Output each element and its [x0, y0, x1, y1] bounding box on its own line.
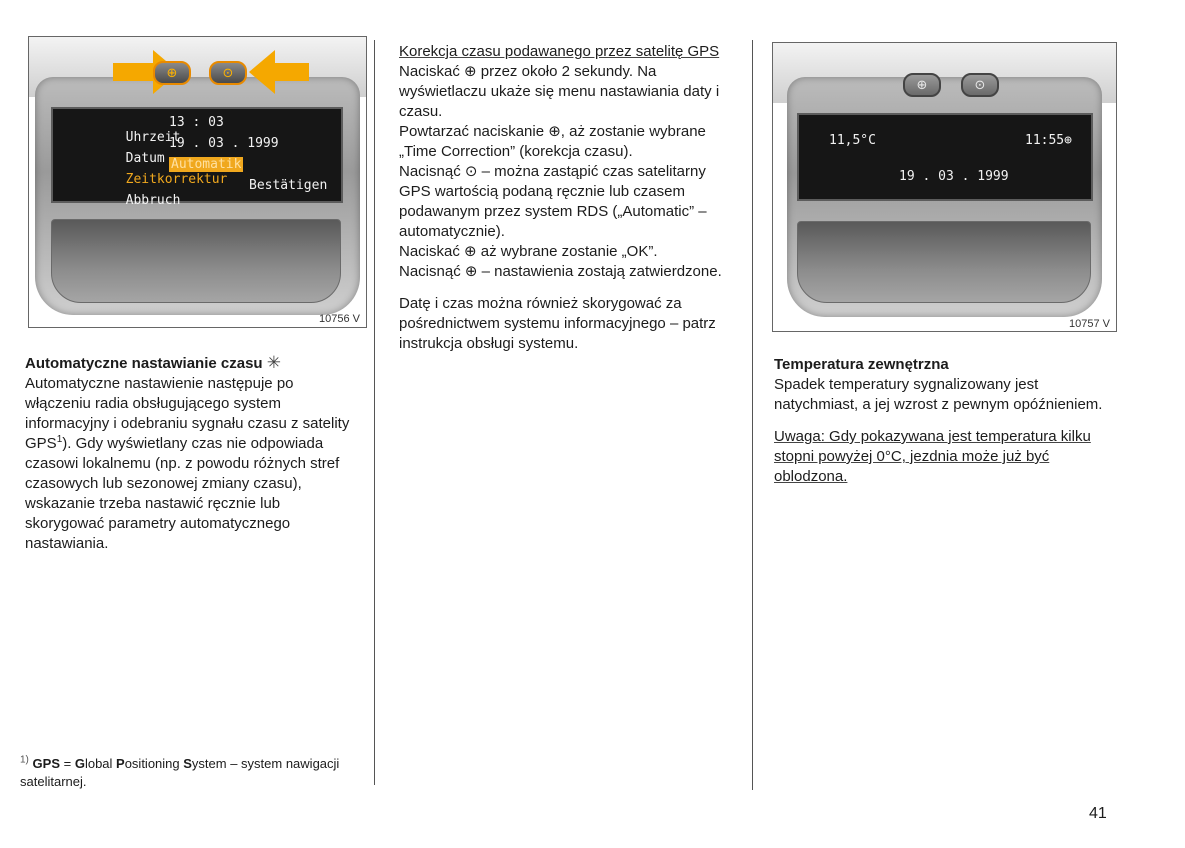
figure-right-frame	[772, 42, 1117, 332]
footnote-term: GPS	[32, 756, 60, 771]
menu-label-cancel: Abbruch	[125, 193, 181, 208]
menu-value-time-correction[interactable]: Automatik	[171, 157, 242, 172]
clock-readout: 11:55⊕	[1025, 133, 1072, 148]
section-gps-correction	[399, 42, 739, 354]
info-screen	[797, 113, 1093, 201]
outside-temperature: 11,5°C	[829, 133, 876, 148]
menu-row-cancel[interactable]	[63, 178, 180, 223]
footnote-s-rest: ystem – system nawigacji satelitarnej.	[20, 756, 340, 789]
lower-panel	[51, 219, 341, 303]
date-readout: 19 . 03 . 1999	[899, 169, 1009, 184]
menu-label-time: Uhrzeit	[125, 130, 181, 145]
footnote-mark: 1)	[20, 754, 29, 766]
menu-label-time-correction: Zeitkorrektur	[125, 172, 228, 187]
step-4: Naciskać ⊕ aż wybrane zostanie „OK”.	[399, 243, 658, 260]
menu-label-date: Datum	[125, 151, 165, 166]
menu-screen	[51, 107, 343, 208]
display-device-right	[773, 43, 1116, 321]
display-device-left	[29, 37, 366, 319]
section-body	[25, 374, 355, 554]
body-text-rest: ). Gdy wyświetlany czas nie odpowiada czasowi lokalnemu (np. z powodu różnych stref czasowych lub sezonowej zmiany czasu), wskazanie trzeba nastawić ręcznie lub skorygować parametry automatycznego nastawiania.	[25, 435, 340, 552]
footnote-g: G	[74, 756, 85, 771]
step-1: Naciskać ⊕ przez około 2 sekundy. Na wyświetlaczu ukaże się menu nastawiania daty i czasu.	[399, 63, 720, 120]
lower-panel	[797, 221, 1091, 303]
clock-button-icon[interactable]: ⊕	[153, 61, 191, 85]
footnote-eq: =	[60, 756, 75, 771]
select-button-icon[interactable]: ⊙	[961, 73, 999, 97]
menu-value-time: 13 : 03	[169, 115, 224, 130]
body-text: Automatyczne nastawienie następuje po włączeniu radia obsługującego system informacyjny i odebraniu sygnału czasu z satelity GPS	[25, 375, 350, 452]
section-body: Spadek temperatury sygnalizowany jest natychmiast, a jej wzrost z pewnym opóźnieniem.	[774, 376, 1103, 413]
section-heading: Automatyczne nastawianie czasu	[25, 355, 263, 372]
footnote-g-rest: lobal	[84, 756, 117, 771]
step-2: Powtarzać naciskanie ⊕, aż zostanie wybrane „Time Correction” (korekcja czasu).	[399, 123, 706, 160]
select-button-icon[interactable]: ⊙	[209, 61, 247, 85]
warning-note: Uwaga: Gdy pokazywana jest temperatura kilku stopni powyżej 0°C, jezdnia może już być oblodzona.	[774, 428, 1091, 485]
section-outside-temperature	[774, 355, 1106, 487]
footnote-ref: 1	[56, 434, 63, 445]
figure-number: 10757 V	[1069, 318, 1110, 330]
section-heading: Temperatura zewnętrzna	[774, 356, 949, 373]
pointer-arrow-right	[249, 50, 275, 94]
sun-icon: ✳	[266, 353, 281, 372]
figure-left-frame	[28, 36, 367, 328]
section-note: Datę i czas można również skorygować za pośrednictwem systemu informacyjnego – patrz instrukcja obsługi systemu.	[399, 295, 716, 352]
figure-number: 10756 V	[319, 313, 360, 325]
step-3: Nacisnąć ⊙ – można zastąpić czas satelitarny GPS wartością podaną ręcznie lub czasem podawanym przez system RDS („Automatic” – automatycznie).	[399, 163, 707, 240]
section-heading: Korekcja czasu podawanego przez satelitę GPS	[399, 43, 720, 60]
footnote-p-rest: ositioning	[124, 756, 184, 771]
column-divider-left	[374, 40, 375, 785]
arrow-shaft-right	[273, 63, 309, 81]
footnote-s: S	[183, 756, 192, 771]
clock-button-icon[interactable]: ⊕	[903, 73, 941, 97]
menu-value-date: 19 . 03 . 1999	[169, 136, 279, 151]
step-5: Nacisnąć ⊕ – nastawienia zostają zatwierdzone.	[399, 263, 722, 280]
column-divider-right	[752, 40, 753, 790]
arrow-shaft-left	[113, 63, 155, 81]
footnote	[20, 755, 340, 791]
section-automatic-time	[25, 353, 355, 554]
menu-confirm-button[interactable]: Bestätigen	[249, 178, 328, 193]
footnote-p: P	[116, 756, 125, 771]
page-number: 41	[1089, 805, 1107, 822]
